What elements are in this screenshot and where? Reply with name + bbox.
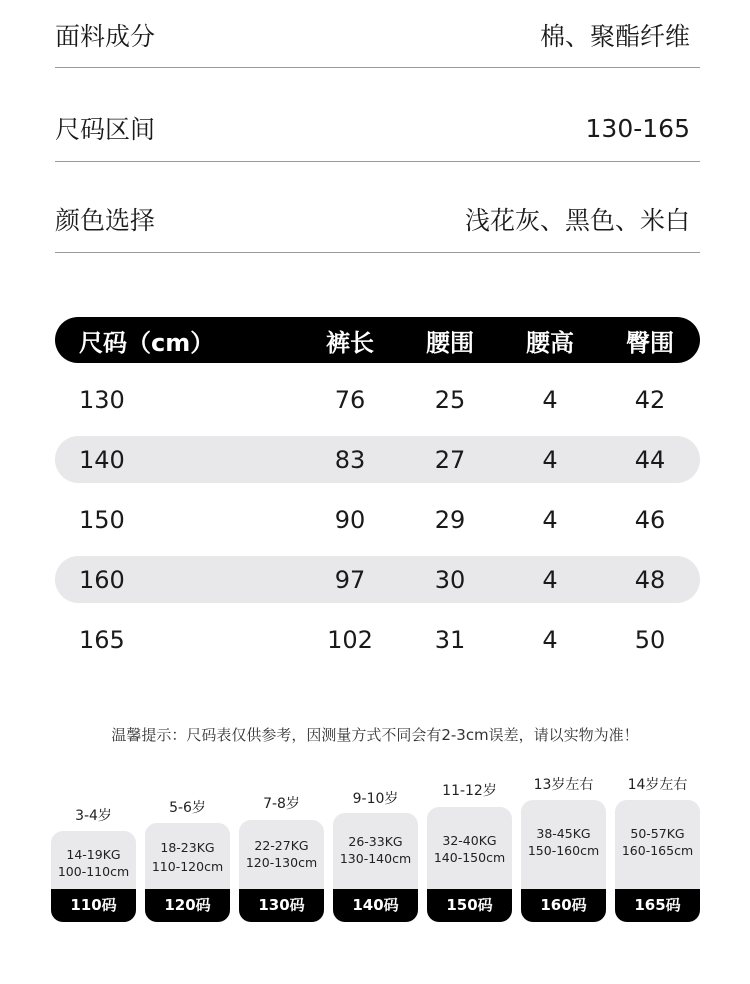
card-weight: 14-19KG xyxy=(66,847,121,862)
card-box xyxy=(239,820,324,922)
info-row-fabric xyxy=(55,15,700,55)
header-size: 尺码（cm） xyxy=(79,328,215,357)
size-card xyxy=(333,788,418,922)
size-card xyxy=(427,780,512,922)
table-cell: 97 xyxy=(334,565,366,594)
table-cell: 4 xyxy=(542,445,558,474)
card-height: 130-140cm xyxy=(339,851,412,866)
size-card xyxy=(239,793,324,922)
size-tip: 温馨提示：尺码表仅供参考，因测量方式不同会有2-3cm误差，请以实物为准！ xyxy=(111,726,639,744)
card-weight: 26-33KG xyxy=(348,834,403,849)
card-size: 160码 xyxy=(521,889,606,922)
card-size: 110码 xyxy=(51,889,136,922)
card-age: 14岁左右 xyxy=(627,777,688,793)
card-size: 150码 xyxy=(427,889,512,922)
table-row xyxy=(55,556,700,603)
header-pants-length: 裤长 xyxy=(326,328,374,357)
card-box xyxy=(333,813,418,922)
table-cell: 90 xyxy=(334,505,366,534)
table-cell: 27 xyxy=(434,445,466,474)
table-cell: 42 xyxy=(634,385,666,414)
table-header xyxy=(55,317,700,363)
card-age: 11-12岁 xyxy=(442,783,497,799)
table-cell: 31 xyxy=(434,625,466,654)
card-height: 160-165cm xyxy=(621,843,694,858)
size-table xyxy=(55,317,700,663)
info-row-colors xyxy=(55,199,700,239)
table-cell: 50 xyxy=(634,625,666,654)
card-weight: 18-23KG xyxy=(160,840,215,855)
card-height: 110-120cm xyxy=(151,859,224,874)
table-cell: 4 xyxy=(542,565,558,594)
card-box xyxy=(427,807,512,922)
table-row xyxy=(55,616,700,663)
card-age: 9-10岁 xyxy=(352,791,399,807)
card-age: 3-4岁 xyxy=(75,808,112,824)
info-value: 棉、聚酯纤维 xyxy=(539,22,690,51)
table-cell: 25 xyxy=(434,385,466,414)
header-waist-height: 腰高 xyxy=(526,328,574,357)
info-value: 130-165 xyxy=(585,113,690,143)
header-hip: 臀围 xyxy=(626,328,674,357)
info-label: 面料成分 xyxy=(55,22,156,51)
table-cell: 44 xyxy=(634,445,666,474)
table-cell: 76 xyxy=(334,385,366,414)
table-row xyxy=(55,376,700,423)
card-weight: 32-40KG xyxy=(442,833,497,848)
card-height: 150-160cm xyxy=(527,843,600,858)
table-row xyxy=(55,436,700,483)
card-box xyxy=(521,800,606,922)
table-cell: 30 xyxy=(434,565,466,594)
table-cell: 48 xyxy=(634,565,666,594)
table-cell: 4 xyxy=(542,505,558,534)
table-cell: 102 xyxy=(327,625,373,654)
table-cell: 165 xyxy=(79,625,125,654)
size-card xyxy=(51,805,136,922)
card-height: 140-150cm xyxy=(433,850,506,865)
card-size: 130码 xyxy=(239,889,324,922)
size-card xyxy=(521,774,606,922)
table-cell: 4 xyxy=(542,385,558,414)
card-size: 140码 xyxy=(333,889,418,922)
table-cell: 4 xyxy=(542,625,558,654)
info-label: 颜色选择 xyxy=(55,206,156,235)
card-box xyxy=(51,831,136,922)
table-cell: 83 xyxy=(334,445,366,474)
table-cell: 140 xyxy=(79,445,125,474)
table-cell: 160 xyxy=(79,565,125,594)
size-card xyxy=(145,797,230,922)
card-height: 120-130cm xyxy=(245,855,318,870)
card-age: 7-8岁 xyxy=(263,796,300,812)
info-row-size-range xyxy=(55,108,700,148)
card-height: 100-110cm xyxy=(57,864,130,879)
card-weight: 38-45KG xyxy=(536,826,591,841)
header-waist: 腰围 xyxy=(426,328,474,357)
info-label: 尺码区间 xyxy=(55,115,156,144)
card-size: 165码 xyxy=(615,889,700,922)
info-value: 浅花灰、黑色、米白 xyxy=(464,206,690,235)
table-cell: 150 xyxy=(79,505,125,534)
table-cell: 46 xyxy=(634,505,666,534)
table-row xyxy=(55,496,700,543)
card-age: 13岁左右 xyxy=(533,777,594,793)
card-weight: 22-27KG xyxy=(254,838,309,853)
card-weight: 50-57KG xyxy=(630,826,685,841)
card-box xyxy=(615,800,700,922)
table-cell: 29 xyxy=(434,505,466,534)
table-cell: 130 xyxy=(79,385,125,414)
size-card xyxy=(615,774,700,922)
card-age: 5-6岁 xyxy=(169,800,206,816)
divider xyxy=(55,161,700,162)
divider xyxy=(55,252,700,253)
divider xyxy=(55,67,700,68)
card-size: 120码 xyxy=(145,889,230,922)
card-box xyxy=(145,823,230,922)
